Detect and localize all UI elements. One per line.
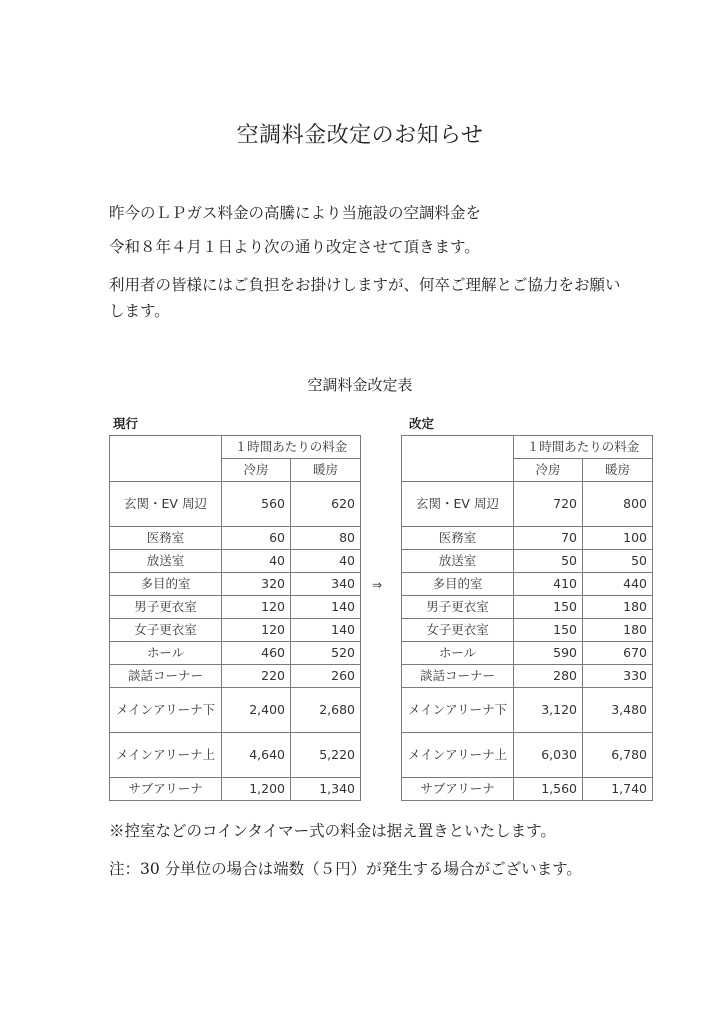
table-row (402, 665, 653, 688)
table-row (402, 733, 653, 778)
table-row (402, 778, 653, 801)
coin-timer-note: ※控室などのコインタイマー式の料金は据え置きといたします。 (109, 822, 556, 840)
cooling-rate-cell: 560 (222, 482, 291, 527)
cooling-header: 冷房 (514, 459, 583, 482)
room-name-cell: サブアリーナ (402, 778, 514, 801)
heating-rate-cell: 800 (583, 482, 653, 527)
cooling-rate-cell: 60 (222, 527, 291, 550)
hourly-rate-header: １時間あたりの料金 (222, 436, 361, 459)
cooling-rate-cell: 150 (514, 619, 583, 642)
heating-rate-cell: 620 (291, 482, 361, 527)
cooling-header: 冷房 (222, 459, 291, 482)
cooling-rate-cell: 590 (514, 642, 583, 665)
table-row (110, 619, 361, 642)
cooling-rate-cell: 150 (514, 596, 583, 619)
heating-rate-cell: 670 (583, 642, 653, 665)
cooling-rate-cell: 3,120 (514, 688, 583, 733)
cooling-rate-cell: 280 (514, 665, 583, 688)
room-name-cell: サブアリーナ (110, 778, 222, 801)
room-name-cell: 談話コーナー (110, 665, 222, 688)
heating-rate-cell: 50 (583, 550, 653, 573)
heating-rate-cell: 340 (291, 573, 361, 596)
heating-rate-cell: 2,680 (291, 688, 361, 733)
room-name-cell: 放送室 (402, 550, 514, 573)
heating-rate-cell: 330 (583, 665, 653, 688)
table-row (402, 642, 653, 665)
table-row (110, 482, 361, 527)
table-header-row (402, 436, 653, 459)
heating-rate-cell: 180 (583, 596, 653, 619)
intro-line-1: 昨今のＬＰガス料金の高騰により当施設の空調料金を (109, 204, 482, 222)
cooling-rate-cell: 120 (222, 619, 291, 642)
table-row (110, 550, 361, 573)
table-caption-text: 空調料金改定表 (307, 376, 413, 394)
heating-rate-cell: 1,740 (583, 778, 653, 801)
heating-rate-cell: 80 (291, 527, 361, 550)
heating-rate-cell: 1,340 (291, 778, 361, 801)
room-name-cell: 男子更衣室 (110, 596, 222, 619)
revised-rates-body (402, 436, 653, 801)
table-row (402, 550, 653, 573)
cooling-rate-cell: 50 (514, 550, 583, 573)
room-name-cell: 女子更衣室 (110, 619, 222, 642)
room-name-cell: 談話コーナー (402, 665, 514, 688)
cooling-rate-cell: 320 (222, 573, 291, 596)
table-row (402, 573, 653, 596)
table-caption (0, 374, 724, 395)
table-row (402, 619, 653, 642)
table-header-row (110, 436, 361, 459)
page-title (0, 118, 724, 149)
table-row (110, 573, 361, 596)
table-row (402, 527, 653, 550)
intro-line-2: 令和８年４月１日より次の通り改定させて頂きます。 (109, 238, 480, 256)
heating-rate-cell: 6,780 (583, 733, 653, 778)
arrow-right-icon: ⇒ (372, 578, 383, 592)
room-header-cell (110, 436, 222, 482)
cooling-rate-cell: 6,030 (514, 733, 583, 778)
cooling-rate-cell: 720 (514, 482, 583, 527)
cooling-rate-cell: 2,400 (222, 688, 291, 733)
table-row (402, 688, 653, 733)
cooling-rate-cell: 40 (222, 550, 291, 573)
room-name-cell: ホール (110, 642, 222, 665)
room-name-cell: 女子更衣室 (402, 619, 514, 642)
page-title-text: 空調料金改定のお知らせ (236, 123, 484, 148)
revised-rates-table (401, 435, 653, 801)
cooling-rate-cell: 70 (514, 527, 583, 550)
heating-rate-cell: 3,480 (583, 688, 653, 733)
cooling-rate-cell: 410 (514, 573, 583, 596)
table-row (110, 527, 361, 550)
heating-header: 暖房 (291, 459, 361, 482)
heating-rate-cell: 5,220 (291, 733, 361, 778)
room-name-cell: 玄関・EV 周辺 (110, 482, 222, 527)
room-name-cell: メインアリーナ下 (402, 688, 514, 733)
current-table-label: 現行 (113, 416, 139, 431)
room-name-cell: 多目的室 (110, 573, 222, 596)
cooling-rate-cell: 1,200 (222, 778, 291, 801)
room-header-cell (402, 436, 514, 482)
cooling-rate-cell: 120 (222, 596, 291, 619)
room-name-cell: 男子更衣室 (402, 596, 514, 619)
heating-rate-cell: 440 (583, 573, 653, 596)
table-row (402, 596, 653, 619)
cooling-rate-cell: 1,560 (514, 778, 583, 801)
table-row (110, 665, 361, 688)
heating-rate-cell: 40 (291, 550, 361, 573)
table-row (110, 688, 361, 733)
cooling-rate-cell: 4,640 (222, 733, 291, 778)
room-name-cell: 多目的室 (402, 573, 514, 596)
heating-rate-cell: 100 (583, 527, 653, 550)
heating-rate-cell: 260 (291, 665, 361, 688)
cooling-rate-cell: 220 (222, 665, 291, 688)
revised-table-label: 改定 (409, 416, 435, 431)
room-name-cell: ホール (402, 642, 514, 665)
current-rates-body (110, 436, 361, 801)
current-rates-table (109, 435, 361, 801)
room-name-cell: 医務室 (110, 527, 222, 550)
heating-rate-cell: 140 (291, 596, 361, 619)
rounding-note: 注：30 分単位の場合は端数（５円）が発生する場合がございます。 (109, 860, 582, 878)
cooling-rate-cell: 460 (222, 642, 291, 665)
room-name-cell: 玄関・EV 周辺 (402, 482, 514, 527)
table-row (110, 596, 361, 619)
heating-rate-cell: 180 (583, 619, 653, 642)
table-row (110, 733, 361, 778)
room-name-cell: メインアリーナ上 (402, 733, 514, 778)
table-row (110, 778, 361, 801)
heating-rate-cell: 140 (291, 619, 361, 642)
table-row (402, 482, 653, 527)
heating-header: 暖房 (583, 459, 653, 482)
room-name-cell: メインアリーナ下 (110, 688, 222, 733)
room-name-cell: 医務室 (402, 527, 514, 550)
table-row (110, 642, 361, 665)
heating-rate-cell: 520 (291, 642, 361, 665)
room-name-cell: 放送室 (110, 550, 222, 573)
hourly-rate-header: １時間あたりの料金 (514, 436, 653, 459)
room-name-cell: メインアリーナ上 (110, 733, 222, 778)
intro-line-3: 利用者の皆様にはご負担をお掛けしますが、何卒ご理解とご協力をお願いします。 (109, 276, 621, 320)
